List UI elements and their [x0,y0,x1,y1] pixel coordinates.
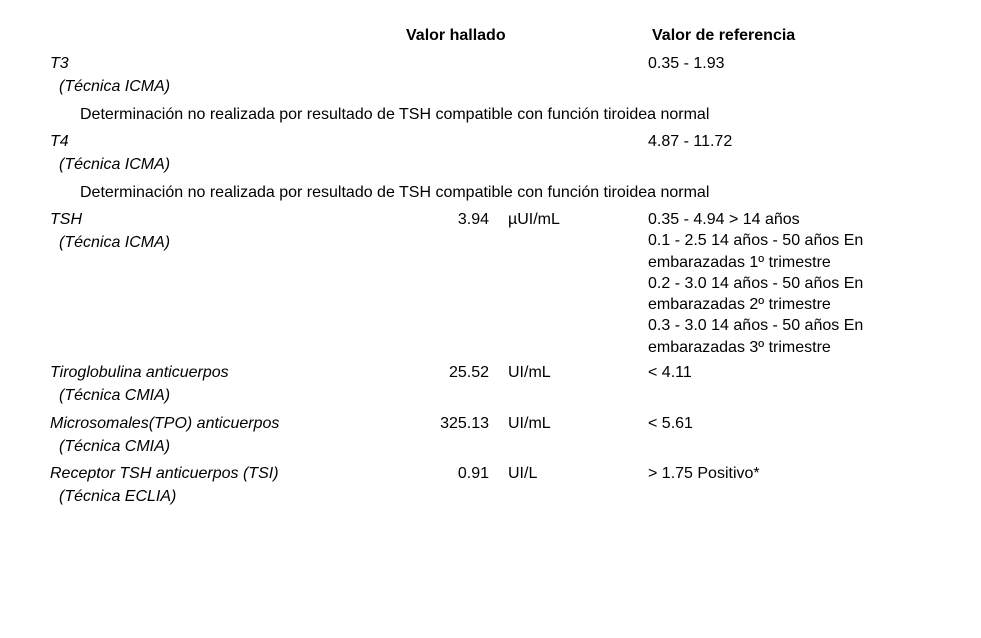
test-technique: (Técnica ICMA) [59,78,171,95]
test-value: 0.91 [457,465,489,482]
test-note: Determinación no realizada por resultado de TSH compatible con función tiroidea normal [80,106,710,123]
reference-line: embarazadas 2º trimestre [648,296,831,313]
test-unit: µUI/mL [508,211,560,228]
reference-line: 4.87 - 11.72 [648,133,733,150]
test-unit: UI/mL [508,364,551,381]
test-name: Tiroglobulina anticuerpos [50,364,229,381]
reference-line: < 4.11 [648,364,692,381]
reference-line: 0.1 - 2.5 14 años - 50 años En [648,232,864,249]
reference-line: 0.35 - 1.93 [648,55,725,72]
header-value-found: Valor hallado [406,27,506,44]
test-name: T3 [50,55,69,72]
test-value: 25.52 [448,364,489,381]
reference-line: < 5.61 [648,415,693,432]
test-name: TSH [50,211,82,228]
reference-line: embarazadas 1º trimestre [648,254,831,271]
reference-line: 0.2 - 3.0 14 años - 50 años En [648,275,864,292]
reference-line: 0.3 - 3.0 14 años - 50 años En [648,317,864,334]
test-technique: (Técnica CMIA) [59,438,171,455]
test-technique: (Técnica ICMA) [59,234,171,251]
test-name: Receptor TSH anticuerpos (TSI) [50,465,279,482]
test-value: 3.94 [457,211,489,228]
reference-line: embarazadas 3º trimestre [648,339,831,356]
test-technique: (Técnica ICMA) [59,156,171,173]
test-name: T4 [50,133,69,150]
header-reference-value: Valor de referencia [652,27,796,44]
test-unit: UI/mL [508,415,551,432]
test-technique: (Técnica ECLIA) [59,488,177,505]
test-name: Microsomales(TPO) anticuerpos [50,415,280,432]
reference-line: 0.35 - 4.94 > 14 años [648,211,800,228]
reference-line: > 1.75 Positivo* [648,465,760,482]
test-technique: (Técnica CMIA) [59,387,171,404]
test-note: Determinación no realizada por resultado de TSH compatible con función tiroidea normal [80,184,710,201]
test-value: 325.13 [440,415,489,432]
test-unit: UI/L [508,465,538,482]
